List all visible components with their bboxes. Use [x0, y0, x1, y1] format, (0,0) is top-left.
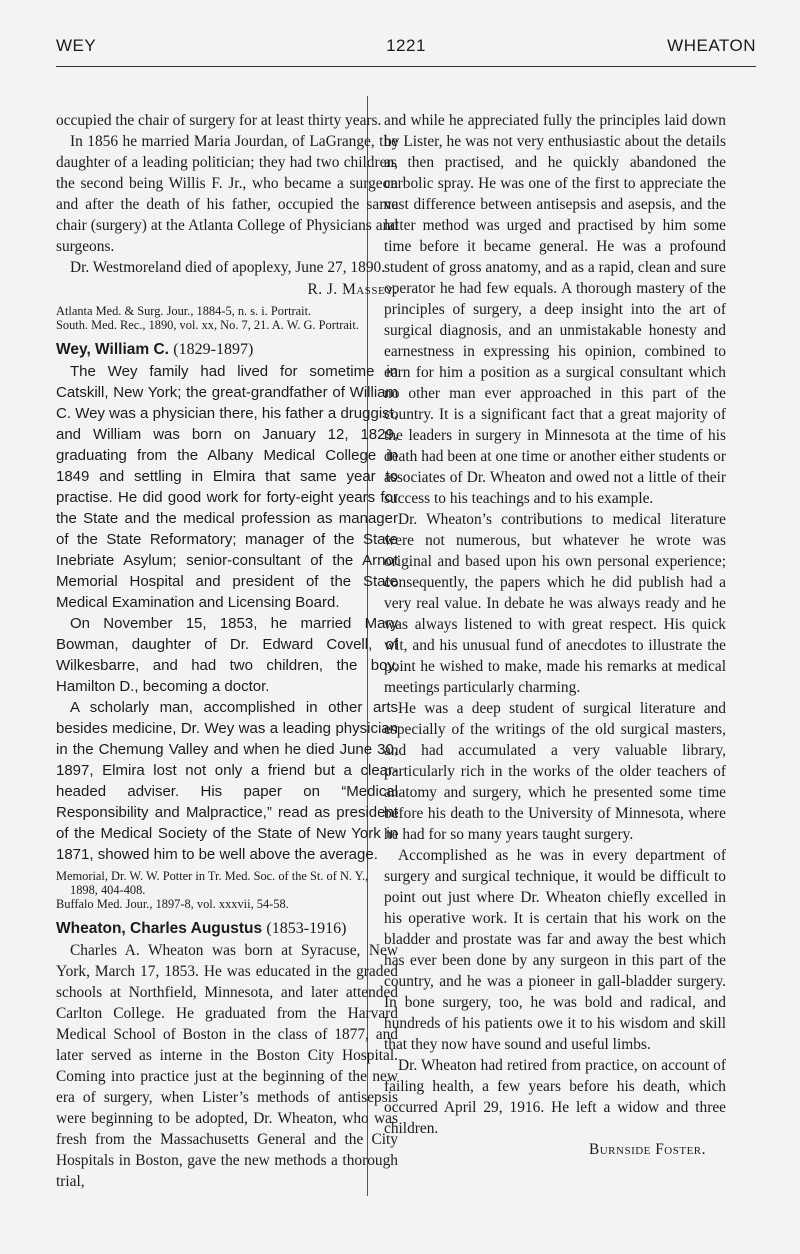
- wheaton-paragraph-2: and while he appreciated fully the principles laid down by Lister, he was not very enthusiastic about the details as then practised, and he quickly abandoned the carbolic spray. He was one of the first to appreciate the vast difference between antisepsis and asepsis, and the latter method was urged and practised by him some time before it became general. He was a profound student of gross anatomy, and as a rapid, clean and sure operator he had few equals. A thorough mastery of the principles of surgery, a deep insight into the art of surgical diagnosis, and an unmistakable honesty and earnestness in expressing his opinion, combined to earn for him a position as a surgical consultant which no other man ever approached in this part of the country. It is a significant fact that a great majority of the leaders in surgery in Minnesota at the time of his death had been at one time or another either students or associates of Dr. Wheaton and owed not a little of their success to his teachings and to his example.: [384, 112, 726, 507]
- header-left-keyword: WEY: [56, 36, 97, 55]
- wheaton-entry-heading: [56, 918, 398, 940]
- wheaton-paragraph-1: Charles A. Wheaton was born at Syracuse, New York, March 17, 1853. He was educated in the graded schools at Northfield, Minnesota, and later attended Carlton College. He graduated from the Harvard Medical School of Boston in the class of 1877, and later served as interne in the Boston City Hospital. Coming into practice just at the beginning of the new era of surgery, when Lister’s methods of antisepsis were beginning to be adopted, Dr. Wheaton, who was fresh from the Massachusetts General and the City Hospitals in Boston, gave the new methods a thorough trial,: [56, 942, 398, 1190]
- left-column: [56, 110, 398, 1192]
- wey-entry-heading: [56, 339, 398, 361]
- wey-name: Wey, William C.: [56, 341, 169, 358]
- wey-reference-2: Buffalo Med. Jour., 1897-8, vol. xxxvii, 54-58.: [56, 897, 289, 911]
- wey-body: [56, 361, 398, 865]
- wheaton-dates: (1853-1916): [266, 920, 347, 937]
- massey-paragraph-3: Dr. Westmoreland died of apoplexy, June 27, 1890.: [70, 259, 386, 276]
- wey-references: [56, 869, 398, 911]
- wheaton-signature: Burnside Foster.: [588, 1141, 706, 1158]
- massey-reference-2: South. Med. Rec., 1890, vol. xx, No. 7, 21. A. W. G. Portrait.: [56, 318, 359, 332]
- wheaton-paragraph-5: Accomplished as he was in every department of surgery and surgical technique, it would be difficult to point out just where Dr. Wheaton chiefly excelled in his operative work. It is certain that his work on the bladder and prostate was far and away the best which has ever been done by any surgeon in this part of the country, and he was a pioneer in gall-bladder surgery. In bone surgery, too, he was bold and radical, and hundreds of his patients owe it to his wisdom and skill that they now have sound and useful limbs.: [384, 847, 726, 1053]
- wheaton-paragraph-4: He was a deep student of surgical literature and especially of the writings of the old surgical masters, and had accumulated a very valuable library, particularly rich in the works of the older teachers of anatomy and surgery, which he presented some time before his death to the University of Minnesota, where he had for so many years taught surgery.: [384, 700, 726, 843]
- massey-paragraph-1: occupied the chair of surgery for at least thirty years.: [56, 112, 382, 129]
- wheaton-paragraph-3: Dr. Wheaton’s contributions to medical literature were not numerous, but whatever he wrote was original and based upon his own personal experience; consequently, the papers which he did publish had a very real value. In debate he was always ready and he was always listened to with great respect. His quick wit, and his unusual fund of anecdotes to illustrate the point he wished to make, made his remarks at medical meetings particularly charming.: [384, 511, 726, 696]
- wey-dates: (1829-1897): [173, 341, 254, 358]
- right-column: [384, 110, 726, 1160]
- wheaton-name: Wheaton, Charles Augustus: [56, 920, 263, 937]
- wey-paragraph-2: On November 15, 1853, he married Mary Bowman, daughter of Dr. Edward Covell, of Wilkesbarre, and had two children, the boy, Hamilton D., becoming a doctor.: [56, 615, 398, 695]
- massey-signature: R. J. Massey.: [307, 281, 398, 298]
- wey-paragraph-3: A scholarly man, accomplished in other arts besides medicine, Dr. Wey was a leading physician in the Chemung Valley and when he died June 30, 1897, Elmira lost not only a friend but a clear-headed adviser. His paper on “Medical Responsibility and Malpractice,” read as president of the Medical Society of the State of New York in 1871, showed him to be well above the average.: [56, 699, 398, 863]
- header-right-keyword: WHEATON: [667, 36, 756, 55]
- massey-reference-1: Atlanta Med. & Surg. Jour., 1884-5, n. s. i. Portrait.: [56, 304, 312, 318]
- massey-paragraph-2: In 1856 he married Maria Jourdan, of LaGrange, the daughter of a leading politician; they had two children, the second being Willis F. Jr., who became a surgeon and after the death of his father, occupied the same chair (surgery) at the Atlanta College of Physicians and surgeons.: [56, 133, 398, 255]
- header-rule: [56, 66, 756, 67]
- wey-reference-1: Memorial, Dr. W. W. Potter in Tr. Med. Soc. of the St. of N. Y., 1898, 404-408.: [56, 869, 369, 897]
- page-number: 1221: [386, 36, 426, 55]
- wheaton-paragraph-6: Dr. Wheaton had retired from practice, on account of failing health, a few years before his death, which occurred April 29, 1916. He left a widow and three children.: [384, 1057, 726, 1137]
- wey-paragraph-1: The Wey family had lived for sometime in Catskill, New York; the great-grandfather of William C. Wey was a physician there, his father a druggist, and William was born on January 12, 1829, graduating from the Albany Medical College in 1849 and settling in Elmira that same year to practise. He did good work for forty-eight years for the State and the medical profession as manager of the State Reformatory; manager of the State Inebriate Asylum; senior-consultant of the Arnot Memorial Hospital and president of the State Medical Examination and Licensing Board.: [56, 363, 398, 611]
- running-header: [56, 36, 756, 60]
- massey-references: [56, 304, 398, 332]
